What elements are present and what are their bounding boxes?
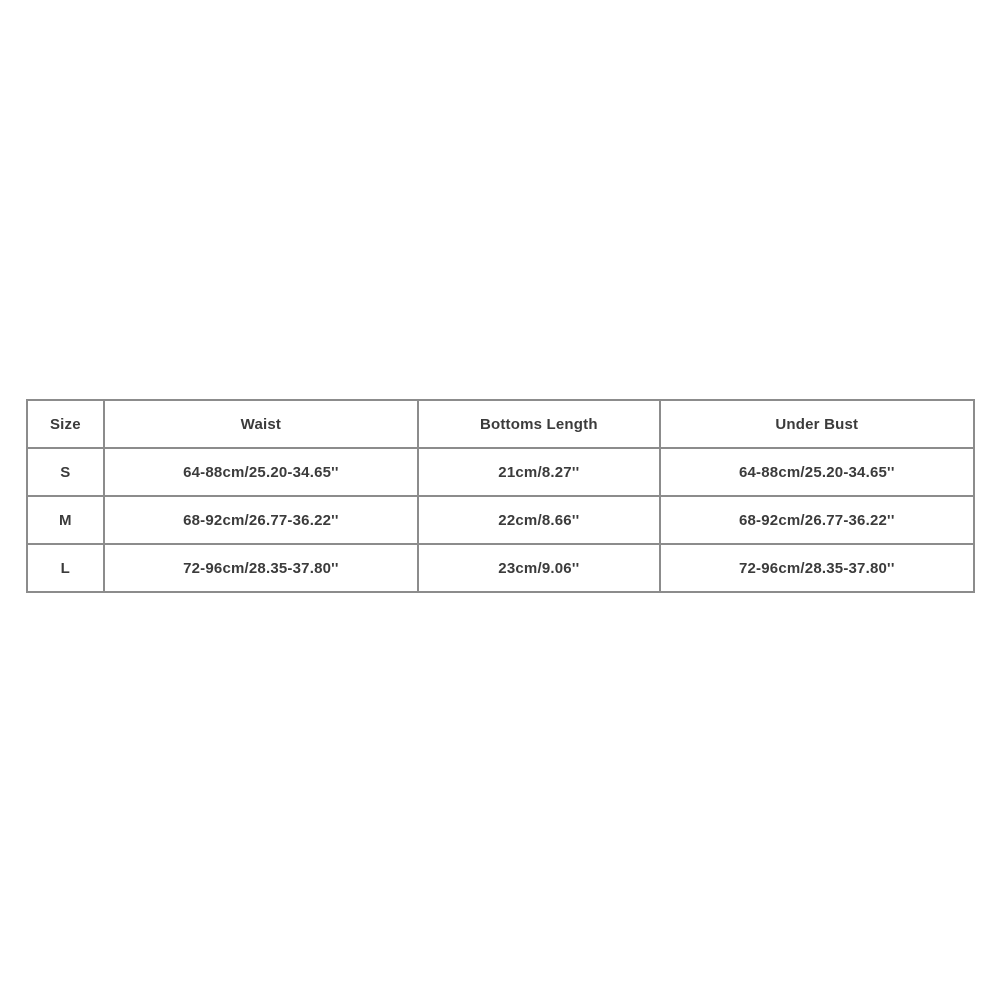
size-chart [26, 399, 975, 593]
size-chart-table [26, 399, 975, 593]
column-header-size: Size [27, 400, 104, 448]
under-bust-cell: 64-88cm/25.20-34.65'' [660, 448, 974, 496]
header-row [27, 400, 974, 448]
waist-cell: 68-92cm/26.77-36.22'' [104, 496, 418, 544]
table-row-l [27, 544, 974, 592]
column-header-waist: Waist [104, 400, 418, 448]
table-row-m [27, 496, 974, 544]
table-row-s [27, 448, 974, 496]
size-cell: L [27, 544, 104, 592]
waist-cell: 72-96cm/28.35-37.80'' [104, 544, 418, 592]
bottoms-length-cell: 23cm/9.06'' [418, 544, 659, 592]
under-bust-cell: 72-96cm/28.35-37.80'' [660, 544, 974, 592]
column-header-under-bust: Under Bust [660, 400, 974, 448]
waist-cell: 64-88cm/25.20-34.65'' [104, 448, 418, 496]
size-cell: M [27, 496, 104, 544]
under-bust-cell: 68-92cm/26.77-36.22'' [660, 496, 974, 544]
bottoms-length-cell: 22cm/8.66'' [418, 496, 659, 544]
bottoms-length-cell: 21cm/8.27'' [418, 448, 659, 496]
column-header-bottoms-length: Bottoms Length [418, 400, 659, 448]
size-cell: S [27, 448, 104, 496]
